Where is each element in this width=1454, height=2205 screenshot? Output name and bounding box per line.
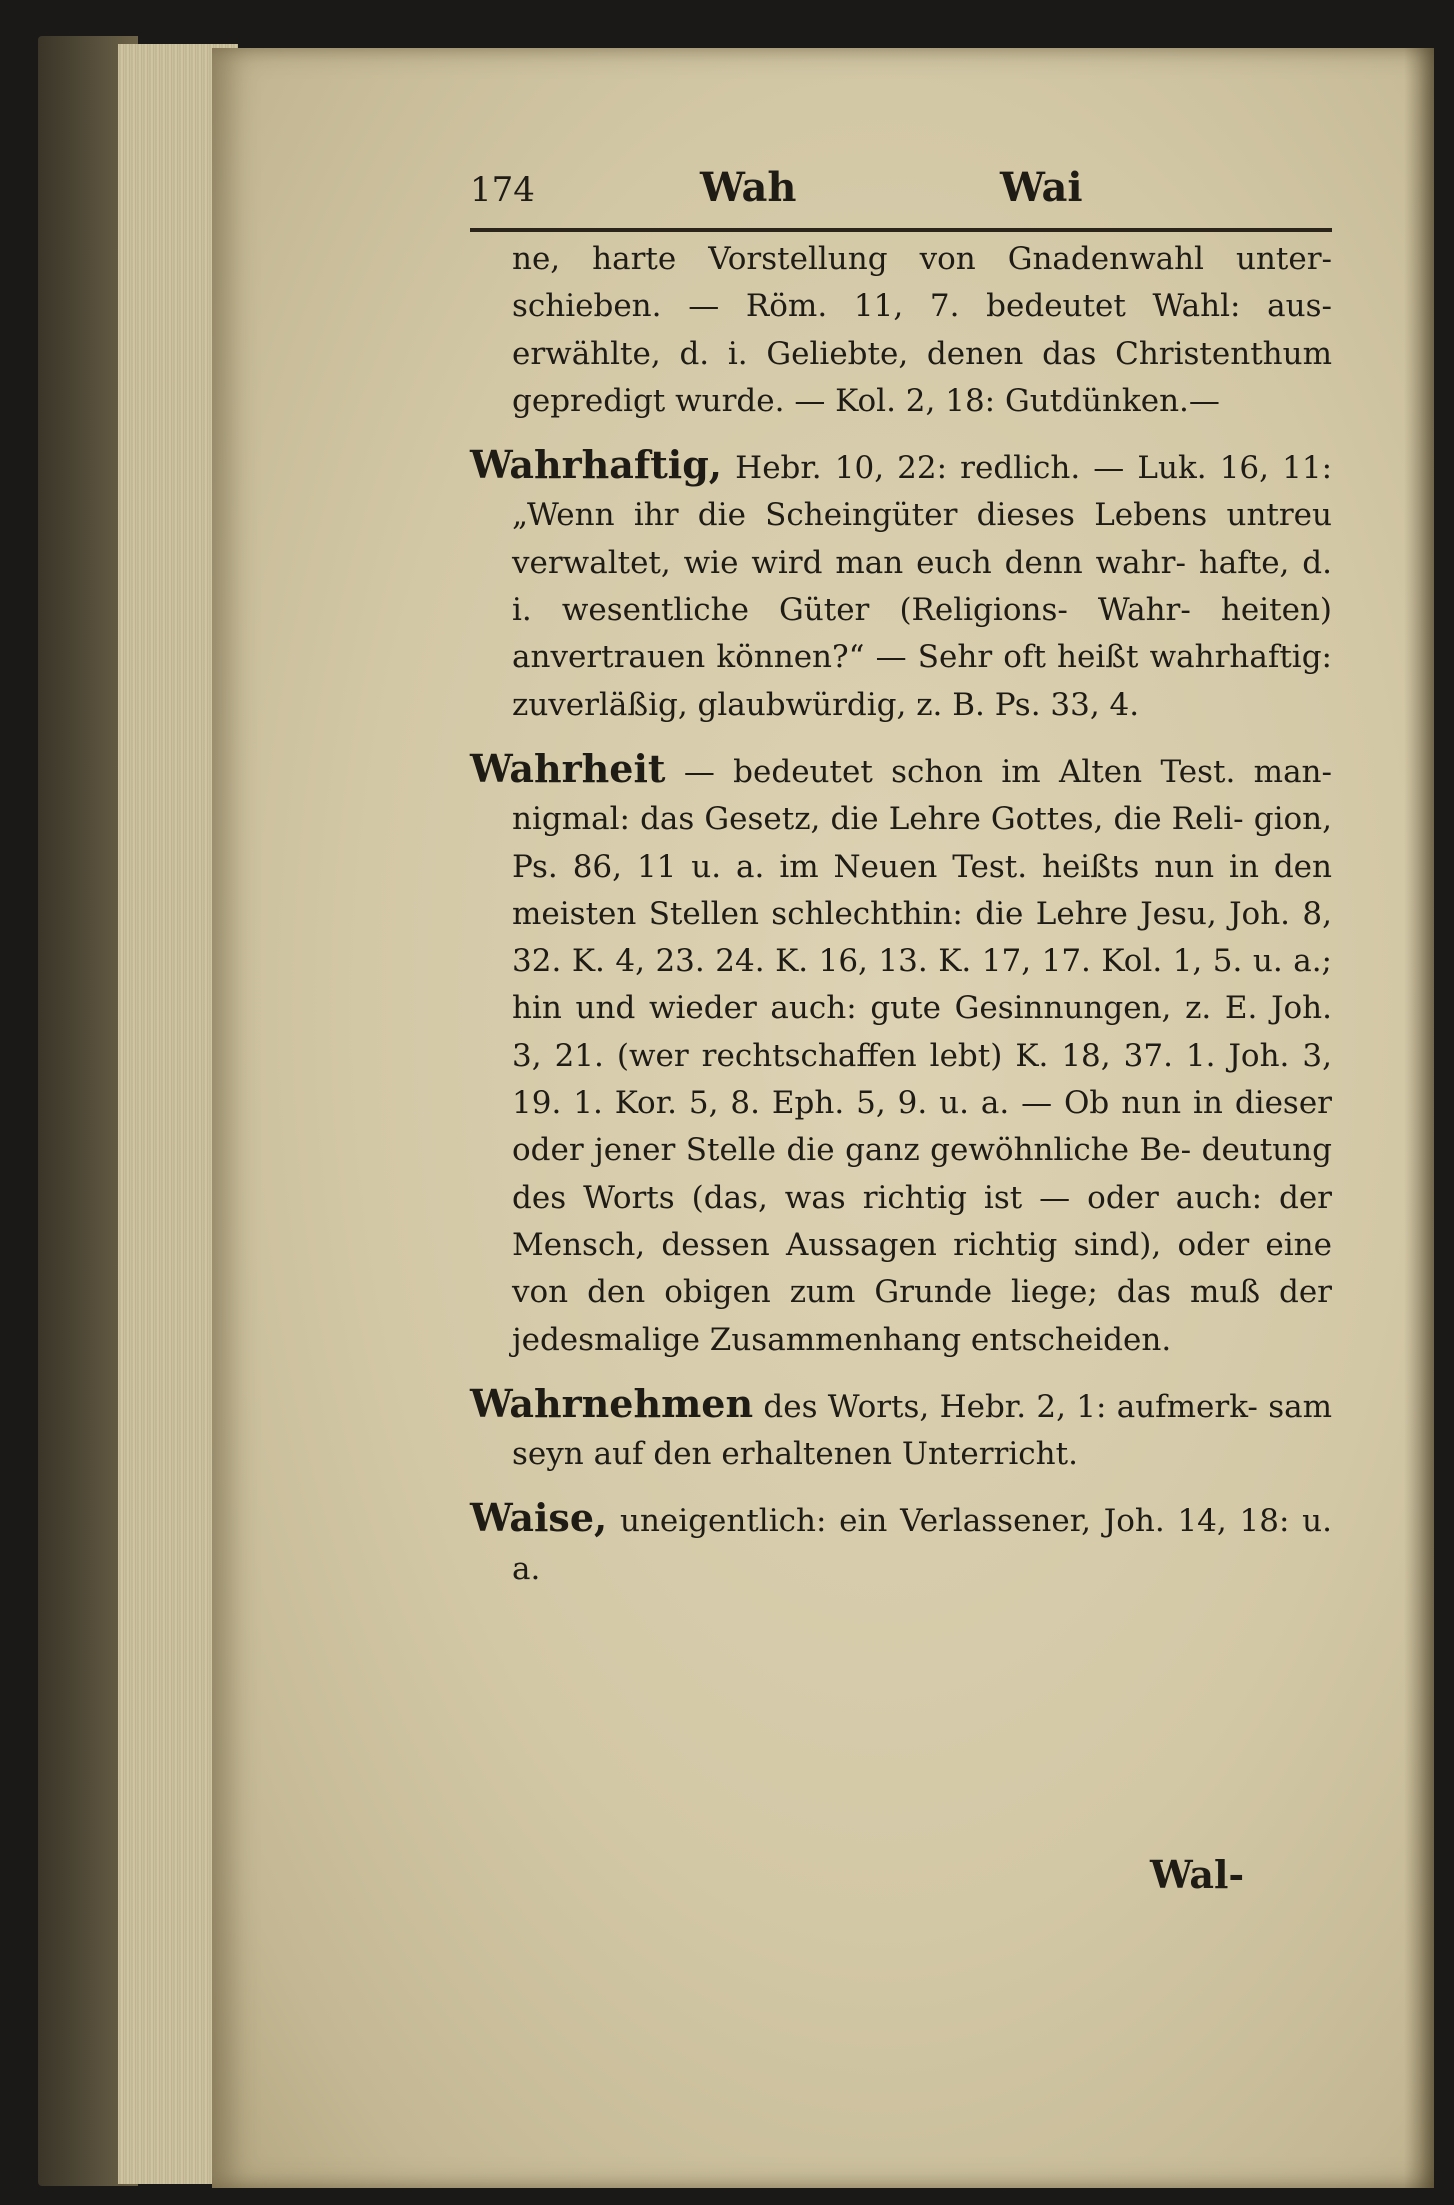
running-head-right: Wai xyxy=(1000,164,1083,211)
dictionary-entry-continuation xyxy=(470,236,1332,425)
page-header xyxy=(470,164,1332,232)
page-number: 174 xyxy=(470,170,535,210)
dictionary-entry-wahrheit xyxy=(470,745,1332,1364)
page-body xyxy=(470,236,1332,1593)
entry-headword: Waise, xyxy=(470,1495,608,1541)
running-head-left: Wah xyxy=(700,164,797,211)
entry-headword: Wahrheit xyxy=(470,745,666,791)
entry-text: uneigentlich: ein Verlassener, Joh. 14, 18: u. a. xyxy=(512,1503,1332,1587)
gutter-shadow xyxy=(1404,48,1434,2188)
dictionary-entry-wahrnehmen xyxy=(470,1380,1332,1479)
dictionary-entry-waise xyxy=(470,1494,1332,1593)
entry-text: des Worts, Hebr. 2, 1: aufmerk- sam seyn auf den erhaltenen Unterricht. xyxy=(512,1388,1332,1473)
entry-text: Hebr. 10, 22: redlich. — Luk. 16, 11: „Wenn ihr die Scheingüter dieses Lebens untreu verwaltet, wie wird man euch denn wahr- hafte, d. i. wesentliche Güter (Religions- Wahr- heiten) anvertrauen können?“ — Sehr oft heißt wahrhaftig: zuverläßig, glaubwürdig, z. B. Ps. 33, 4. xyxy=(512,450,1333,723)
entry-text: — bedeutet schon im Alten Test. man- nigmal: das Gesetz, die Lehre Gottes, die Reli- gion, Ps. 86, 11 u. a. im Neuen Test. heißts nun in den meisten Stellen schlechthin: die Lehre Jesu, Joh. 8, 32. K. 4, 23. 24. K. 16, 13. K. 17, 17. Kol. 1, 5. u. a.; hin und wieder auch: gute Gesinnungen, z. E. Joh. 3, 21. (wer rechtschaffen lebt) K. 18, 37. 1. Joh. 3, 19. 1. Kor. 5, 8. Eph. 5, 9. u. a. — Ob nun in dieser oder jener Stelle die ganz gewöhnliche Be- deutung des Worts (das, was richtig ist — oder auch: der Mensch, dessen Aussagen richtig sind), oder eine von den obigen zum Grunde liege; das muß der jedesmalige Zusammenhang entscheiden. xyxy=(512,753,1332,1358)
entry-text: ne, harte Vorstellung von Gnadenwahl unter- schieben. — Röm. 11, 7. bedeutet Wahl: aus- erwählte, d. i. Geliebte, denen das Christenthum gepredigt wurde. — Kol. 2, 18: Gutdünken.— xyxy=(512,241,1332,419)
entry-headword: Wahrnehmen xyxy=(470,1380,754,1426)
entry-headword: Wahrhaftig, xyxy=(470,442,723,488)
dictionary-entry-wahrhaftig xyxy=(470,441,1332,729)
catchword: Wal- xyxy=(1150,1852,1245,1897)
